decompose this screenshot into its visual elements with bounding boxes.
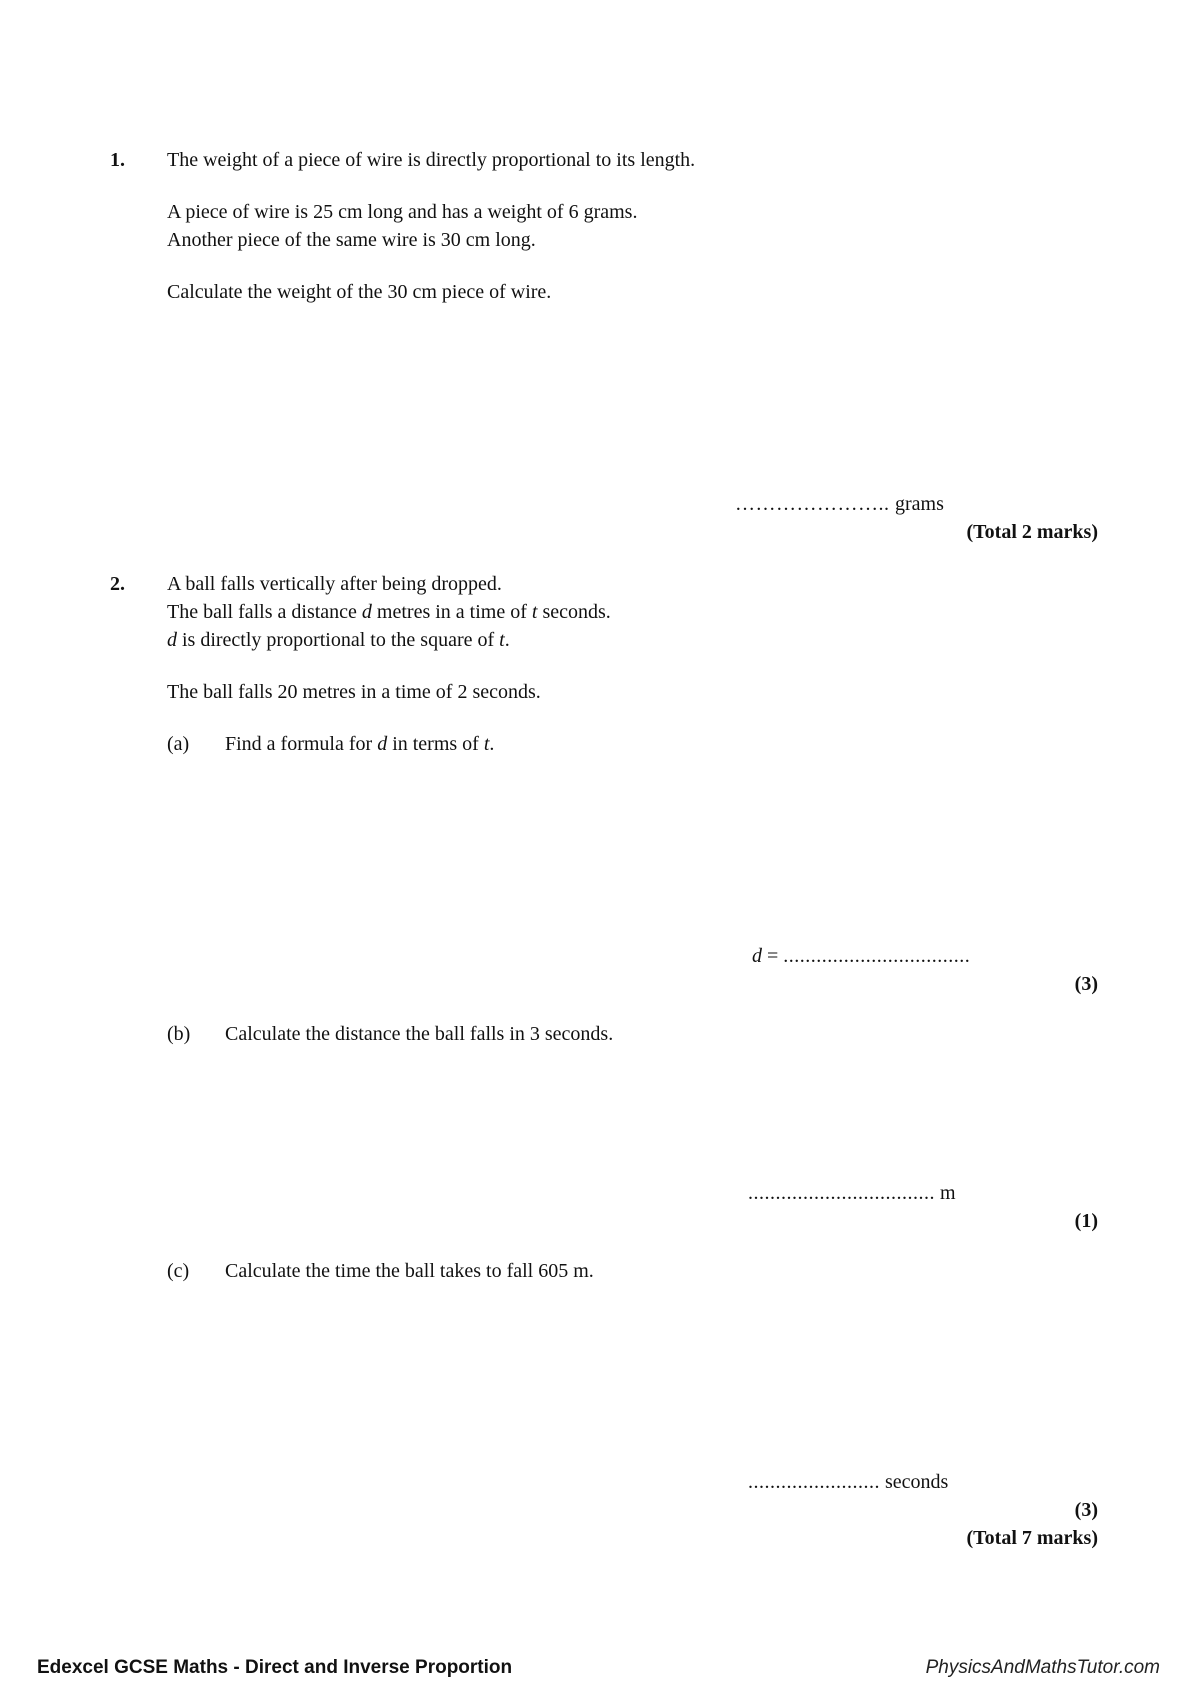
text-segment: seconds. <box>537 601 611 623</box>
answer-line[interactable] <box>748 1181 956 1205</box>
text-segment: in terms of <box>387 733 484 755</box>
part-label: (c) <box>167 1260 190 1282</box>
variable-d: d <box>377 733 388 755</box>
variable-d: d <box>167 629 177 651</box>
question-number: 2. <box>110 573 125 595</box>
variable-t: t <box>483 733 490 755</box>
answer-line[interactable] <box>752 944 970 968</box>
variable-d: d <box>752 945 762 967</box>
question-text: A piece of wire is 25 cm long and has a weight of 6 grams. <box>167 201 638 223</box>
text-segment: . <box>489 733 495 755</box>
question-text: Calculate the weight of the 30 cm piece of wire. <box>167 281 552 303</box>
part-marks: (1) <box>1074 1210 1098 1232</box>
footer-title: Edexcel GCSE Maths - Direct and Inverse Proportion <box>37 1657 513 1678</box>
answer-line[interactable] <box>735 492 944 516</box>
part-text: Calculate the distance the ball falls in 3 seconds. <box>225 1023 614 1045</box>
answer-unit: m <box>935 1182 956 1204</box>
answer-dots: ………………….. <box>735 493 895 515</box>
question-number: 1. <box>110 149 125 171</box>
total-marks: (Total 2 marks) <box>966 521 1098 543</box>
answer-dots: .................................. <box>783 945 971 967</box>
question-text: The weight of a piece of wire is directly proportional to its length. <box>167 149 696 171</box>
answer-unit: grams <box>895 493 944 515</box>
variable-t: t <box>531 601 538 623</box>
variable-d: d <box>361 601 372 623</box>
text-segment: is directly proportional to the square of <box>177 629 500 651</box>
text-segment: . <box>504 629 510 651</box>
part-text <box>225 732 494 756</box>
question-text <box>167 600 611 624</box>
part-marks: (3) <box>1074 1499 1098 1521</box>
part-label: (b) <box>167 1023 191 1045</box>
part-text: Calculate the time the ball takes to fall 605 m. <box>225 1260 594 1282</box>
equals-sign: = <box>762 945 784 967</box>
question-text: The ball falls 20 metres in a time of 2 seconds. <box>167 681 541 703</box>
answer-line[interactable] <box>748 1470 948 1494</box>
text-segment: The ball falls a distance <box>167 601 362 623</box>
part-label: (a) <box>167 733 190 755</box>
question-text <box>167 628 510 652</box>
variable-t: t <box>499 629 505 651</box>
question-text: Another piece of the same wire is 30 cm long. <box>167 229 536 251</box>
text-segment: metres in a time of <box>371 601 532 623</box>
answer-dots: ........................ <box>748 1471 880 1493</box>
text-segment: Find a formula for <box>225 733 378 755</box>
total-marks: (Total 7 marks) <box>966 1527 1098 1549</box>
question-text: A ball falls vertically after being dropped. <box>167 573 502 595</box>
answer-dots: .................................. <box>748 1182 935 1204</box>
footer-site-link[interactable]: PhysicsAndMathsTutor.com <box>925 1657 1160 1678</box>
answer-unit: seconds <box>880 1471 949 1493</box>
part-marks: (3) <box>1074 973 1098 995</box>
